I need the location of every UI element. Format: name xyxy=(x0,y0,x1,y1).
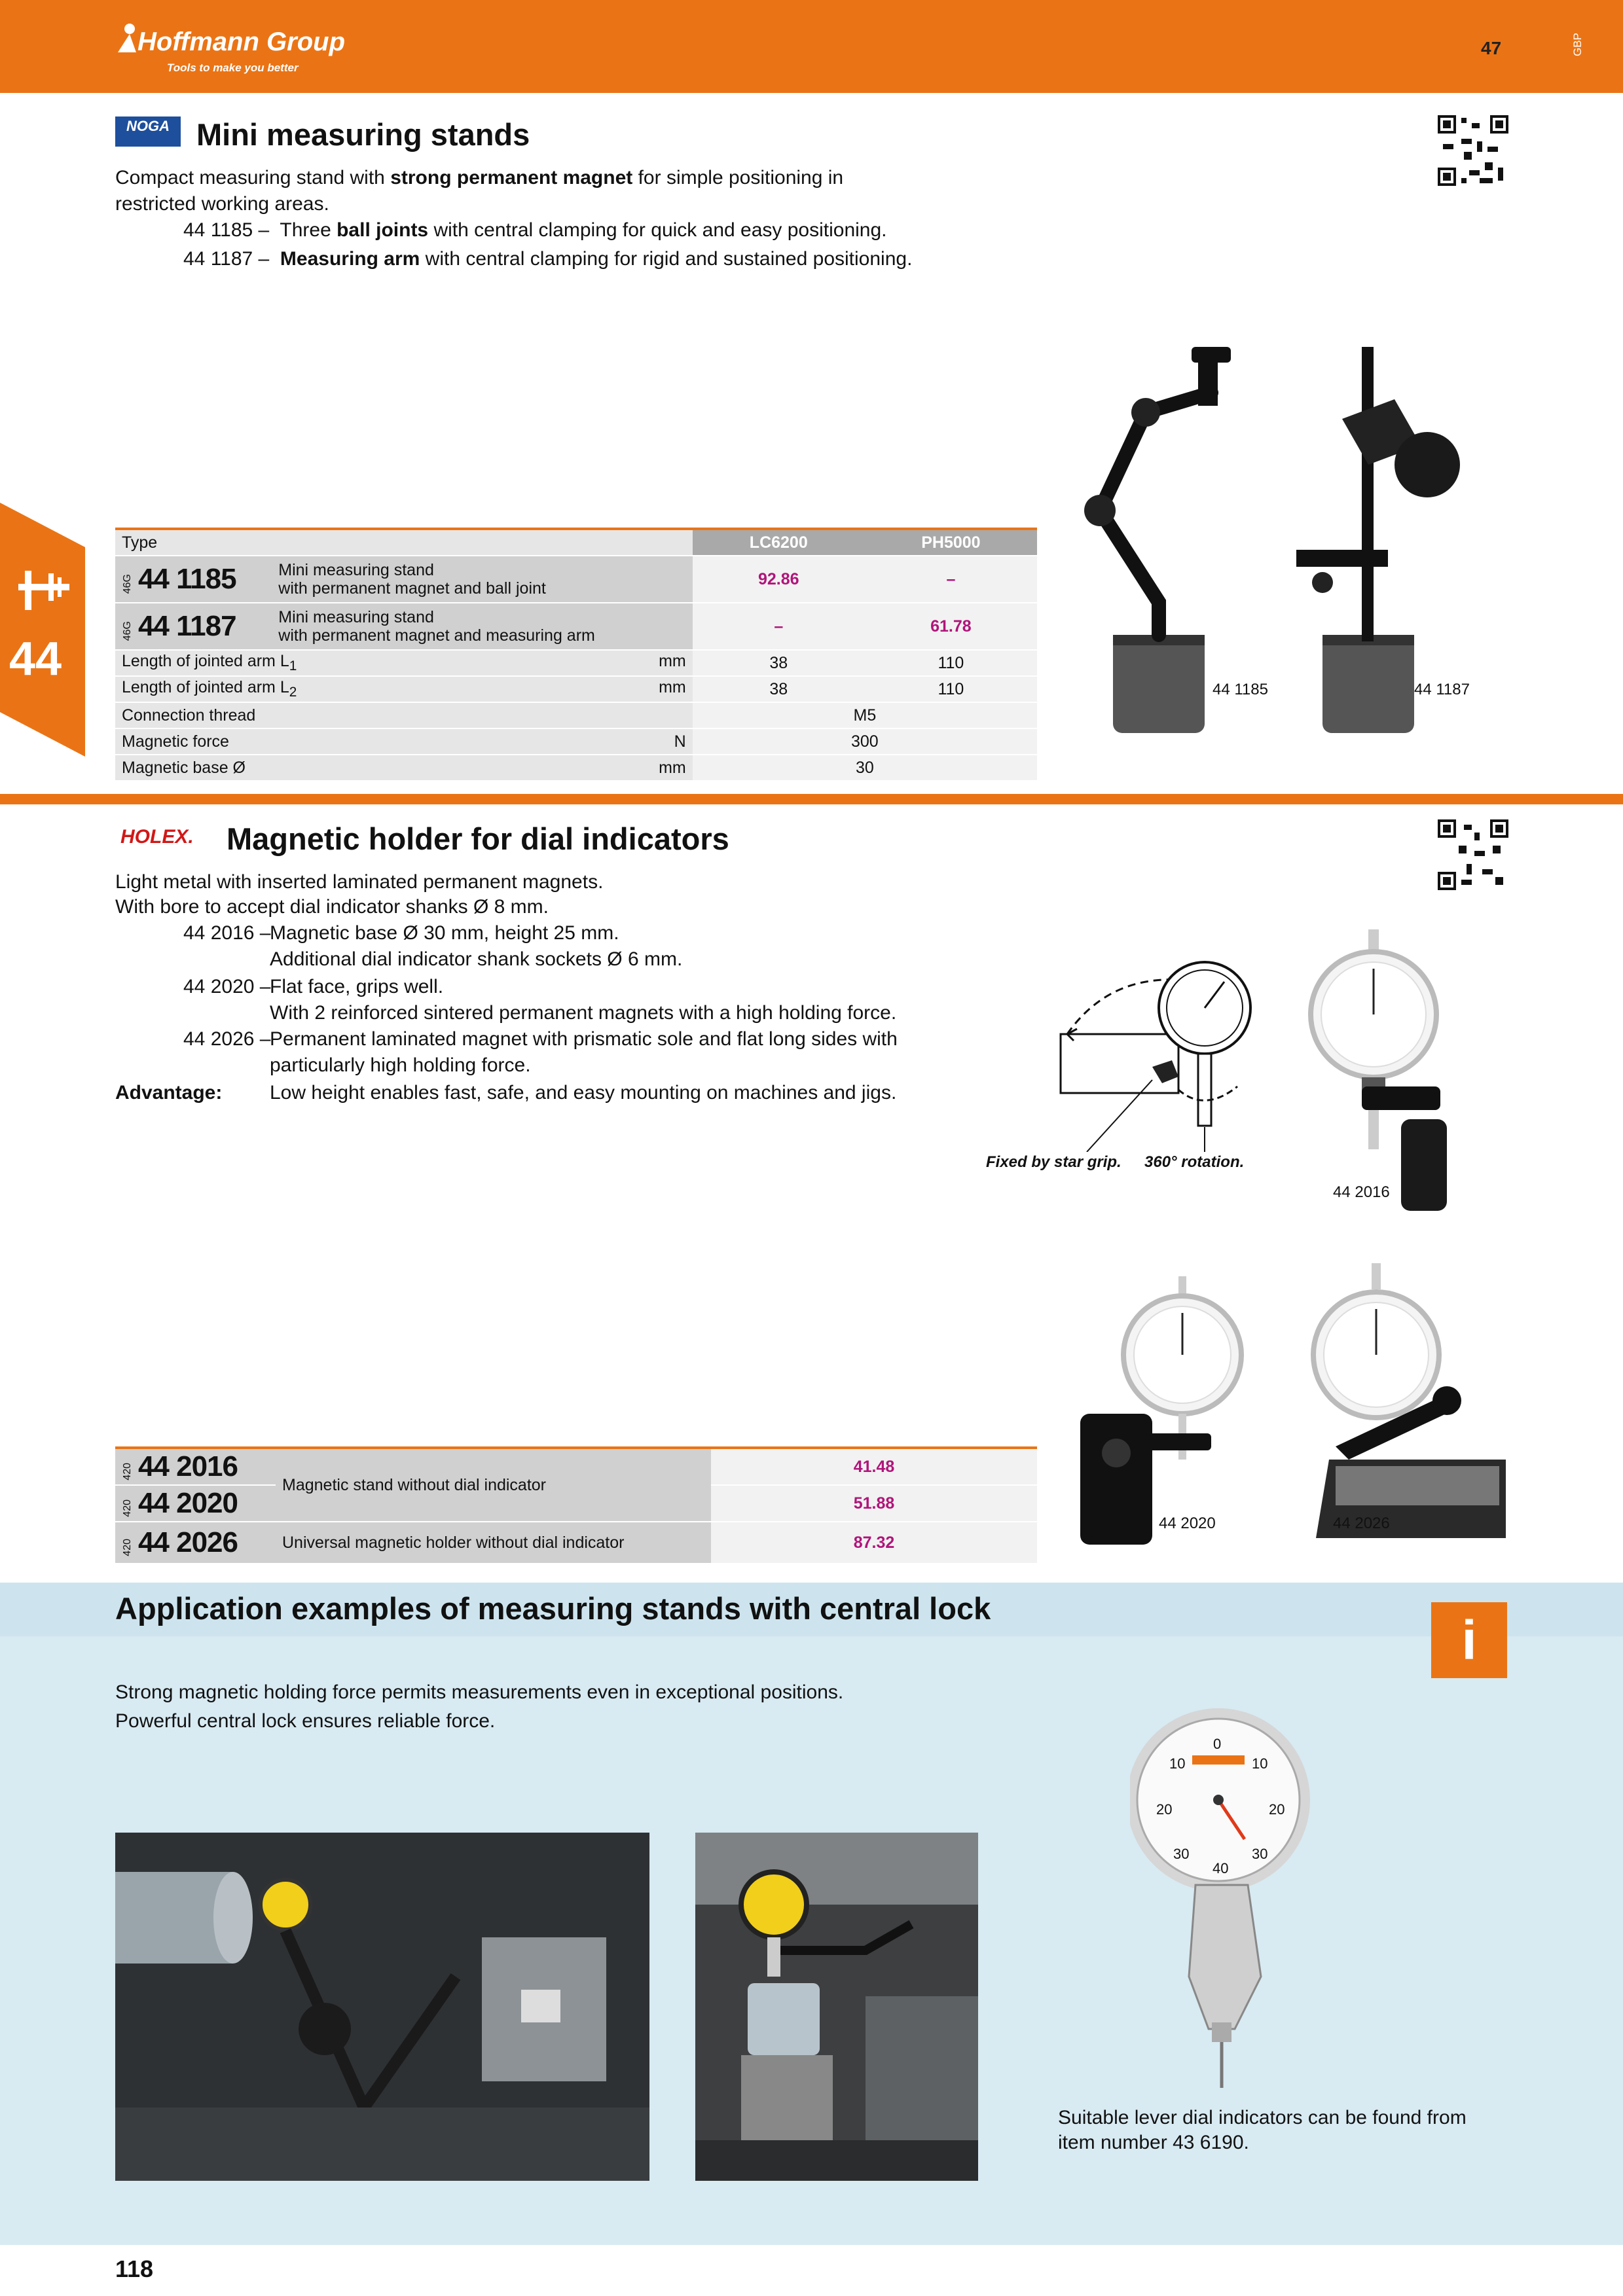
item-1187-line xyxy=(183,246,912,272)
spec-table-1 xyxy=(115,528,1037,781)
item-2026-text xyxy=(270,1026,898,1079)
item-bold: ball joints xyxy=(337,219,429,241)
dial-label-0: 0 xyxy=(1213,1736,1222,1752)
article-number: 44 2016 xyxy=(137,1450,238,1482)
holex-logo: HOLEX. xyxy=(120,826,194,848)
price-table-2 xyxy=(115,1446,1037,1564)
col-ph5000: PH5000 xyxy=(865,530,1037,556)
spec-label: Connection thread xyxy=(122,706,256,725)
article-number: 44 2026 xyxy=(137,1526,238,1558)
article-number: 44 2020 xyxy=(137,1487,238,1519)
spec-label: Magnetic base Ø xyxy=(122,758,246,777)
spec-value: M5 xyxy=(693,702,1037,728)
caption-441185: 44 1185 xyxy=(1213,681,1268,698)
dial-label-40: 40 xyxy=(1213,1860,1229,1876)
brand-logo-icon xyxy=(115,22,139,58)
diagram-label-rotation: 360° rotation. xyxy=(1144,1153,1245,1171)
page-ref: 46G xyxy=(122,621,133,641)
row-desc: Mini measuring stand xyxy=(278,608,434,626)
item-code: 44 1187 – xyxy=(183,248,270,270)
row-desc: Mini measuring stand xyxy=(278,561,434,579)
item-text: Magnetic base Ø 30 mm, height 25 mm. xyxy=(270,922,619,944)
item-2020 xyxy=(183,974,270,1000)
section-divider xyxy=(0,794,1623,804)
section2-line-2: With bore to accept dial indicator shanks Ø 8 mm. xyxy=(115,896,549,918)
spec-row xyxy=(115,755,1037,781)
price-cell: – xyxy=(865,556,1037,603)
col-lc6200: LC6200 xyxy=(693,530,865,556)
section-title-magnetic-holder: Magnetic holder for dial indicators xyxy=(227,821,729,856)
application-line-1: Strong magnetic holding force permits measurements even in exceptional positions. xyxy=(115,1681,844,1703)
article-number: 44 1185 xyxy=(137,563,236,595)
dial-label-30-right: 30 xyxy=(1252,1846,1268,1862)
table-row[interactable] xyxy=(115,556,1037,603)
item-2016-text xyxy=(270,920,682,973)
currency-region: GBP xyxy=(1571,33,1584,56)
spec-row xyxy=(115,650,1037,676)
page-ref: 46G xyxy=(122,574,133,594)
product-image-441187 xyxy=(1270,340,1506,736)
row-desc: Universal magnetic holder without dial indicator xyxy=(276,1522,711,1564)
item-code: 44 2020 – xyxy=(183,976,271,997)
brand-name: Hoffmann Group xyxy=(137,27,346,56)
item-text-end: with central clamping for rigid and sustained positioning. xyxy=(420,248,913,270)
item-text: particularly high holding force. xyxy=(270,1054,531,1076)
lever-dial-indicator-image xyxy=(1130,1702,1320,2098)
row-desc-2: with permanent magnet and ball joint xyxy=(278,579,546,598)
dial-label-20-left: 20 xyxy=(1156,1801,1173,1818)
intro-text: Compact measuring stand with xyxy=(115,167,391,188)
caption-442020: 44 2020 xyxy=(1159,1515,1216,1532)
row-desc-2: with permanent magnet and measuring arm xyxy=(278,626,595,645)
info-icon: i xyxy=(1431,1602,1507,1678)
spec-unit: N xyxy=(674,732,686,751)
lever-indicator-note-1: Suitable lever dial indicators can be found from xyxy=(1058,2107,1467,2128)
caption-442016: 44 2016 xyxy=(1333,1183,1390,1201)
product-image-442026 xyxy=(1309,1263,1512,1554)
spec-value: 30 xyxy=(693,755,1037,781)
page-number-footer: 118 xyxy=(115,2255,154,2282)
spec-unit: mm xyxy=(659,652,686,670)
item-text: With 2 reinforced sintered permanent magnets with a high holding force. xyxy=(270,1002,897,1024)
dial-label-30-left: 30 xyxy=(1173,1846,1190,1862)
spec-row xyxy=(115,702,1037,728)
dial-label-20-right: 20 xyxy=(1269,1801,1285,1818)
type-label: Type xyxy=(115,530,272,556)
spec-value: 38 xyxy=(693,650,865,676)
advantage-label: Advantage: xyxy=(115,1082,223,1103)
article-number: 44 1187 xyxy=(137,610,236,642)
dial-label-10-right: 10 xyxy=(1252,1755,1268,1772)
intro-bold: strong permanent magnet xyxy=(390,167,633,188)
item-text: Flat face, grips well. xyxy=(270,976,444,997)
price-cell: 92.86 xyxy=(693,556,865,603)
item-code: 44 2026 – xyxy=(183,1028,271,1050)
qr-code-icon[interactable] xyxy=(1438,115,1508,189)
price-cell: – xyxy=(693,603,865,650)
spec-row xyxy=(115,728,1037,755)
application-photo-1 xyxy=(115,1833,649,2181)
spec-row xyxy=(115,676,1037,702)
row-desc: Magnetic stand without dial indicator xyxy=(276,1449,711,1522)
page-ref: 420 xyxy=(122,1539,133,1556)
brand-tagline: Tools to make you better xyxy=(167,62,299,74)
caption-441187: 44 1187 xyxy=(1414,681,1470,698)
lever-indicator-note-2: item number 43 6190. xyxy=(1058,2132,1249,2153)
product-image-442016 xyxy=(1303,929,1473,1221)
item-2016 xyxy=(183,920,270,946)
item-1185-line xyxy=(183,217,887,243)
item-text: Permanent laminated magnet with prismatic sole and flat long sides with xyxy=(270,1028,898,1050)
item-bold: Measuring arm xyxy=(280,248,420,270)
table-row[interactable] xyxy=(115,1522,1037,1564)
noga-logo xyxy=(115,117,181,147)
item-code: 44 1185 – xyxy=(183,219,270,241)
price-cell: 41.48 xyxy=(711,1449,1037,1485)
spec-sub: 1 xyxy=(289,658,297,673)
section-title-mini-stands: Mini measuring stands xyxy=(196,117,530,152)
advantage-text: Low height enables fast, safe, and easy mounting on machines and jigs. xyxy=(270,1082,897,1103)
page-number-top: 47 xyxy=(1481,38,1502,58)
product-image-442020 xyxy=(1074,1276,1270,1554)
spec-sub: 2 xyxy=(289,685,297,700)
page-ref: 420 xyxy=(122,1499,133,1517)
spec-value: 38 xyxy=(693,676,865,702)
table-row[interactable] xyxy=(115,603,1037,650)
price-cell: 61.78 xyxy=(865,603,1037,650)
spec-value: 110 xyxy=(865,650,1037,676)
spec-unit: mm xyxy=(659,758,686,777)
item-text: Additional dial indicator shank sockets Ø 6 mm. xyxy=(270,948,683,970)
section-title-application: Application examples of measuring stands with central lock xyxy=(115,1591,991,1626)
spec-label: Magnetic force xyxy=(122,732,229,751)
table-row[interactable] xyxy=(115,1449,1037,1485)
dial-label-10-left: 10 xyxy=(1169,1755,1186,1772)
application-line-2: Powerful central lock ensures reliable force. xyxy=(115,1710,496,1732)
diagram-label-star-grip: Fixed by star grip. xyxy=(986,1153,1122,1171)
caption-442026: 44 2026 xyxy=(1333,1515,1390,1532)
page-ref: 420 xyxy=(122,1463,133,1480)
item-2020-text xyxy=(270,974,896,1026)
chapter-tab xyxy=(0,503,85,760)
application-photo-2 xyxy=(695,1833,978,2181)
section1-intro xyxy=(115,165,921,217)
price-cell: 87.32 xyxy=(711,1522,1037,1564)
spec-value: 300 xyxy=(693,728,1037,755)
product-image-441185 xyxy=(1048,340,1283,736)
item-text-end: with central clamping for quick and easy positioning. xyxy=(428,219,887,241)
intro-text-end: for simple positioning in restricted working areas. xyxy=(115,167,844,215)
item-text: Three xyxy=(280,219,337,241)
spec-label: Length of jointed arm L xyxy=(122,652,289,670)
qr-code-icon[interactable] xyxy=(1438,819,1508,893)
noga-logo-text: NOGA xyxy=(126,118,170,134)
price-cell: 51.88 xyxy=(711,1485,1037,1522)
caliper-icon xyxy=(14,564,73,620)
chapter-number: 44 xyxy=(9,633,62,685)
spec-label: Length of jointed arm L xyxy=(122,678,289,696)
item-code: 44 2016 – xyxy=(183,922,271,944)
item-2026 xyxy=(183,1026,270,1052)
spec-unit: mm xyxy=(659,678,686,696)
spec-value: 110 xyxy=(865,676,1037,702)
section2-line-1: Light metal with inserted laminated permanent magnets. xyxy=(115,871,604,893)
rotation-diagram xyxy=(1048,942,1270,1155)
